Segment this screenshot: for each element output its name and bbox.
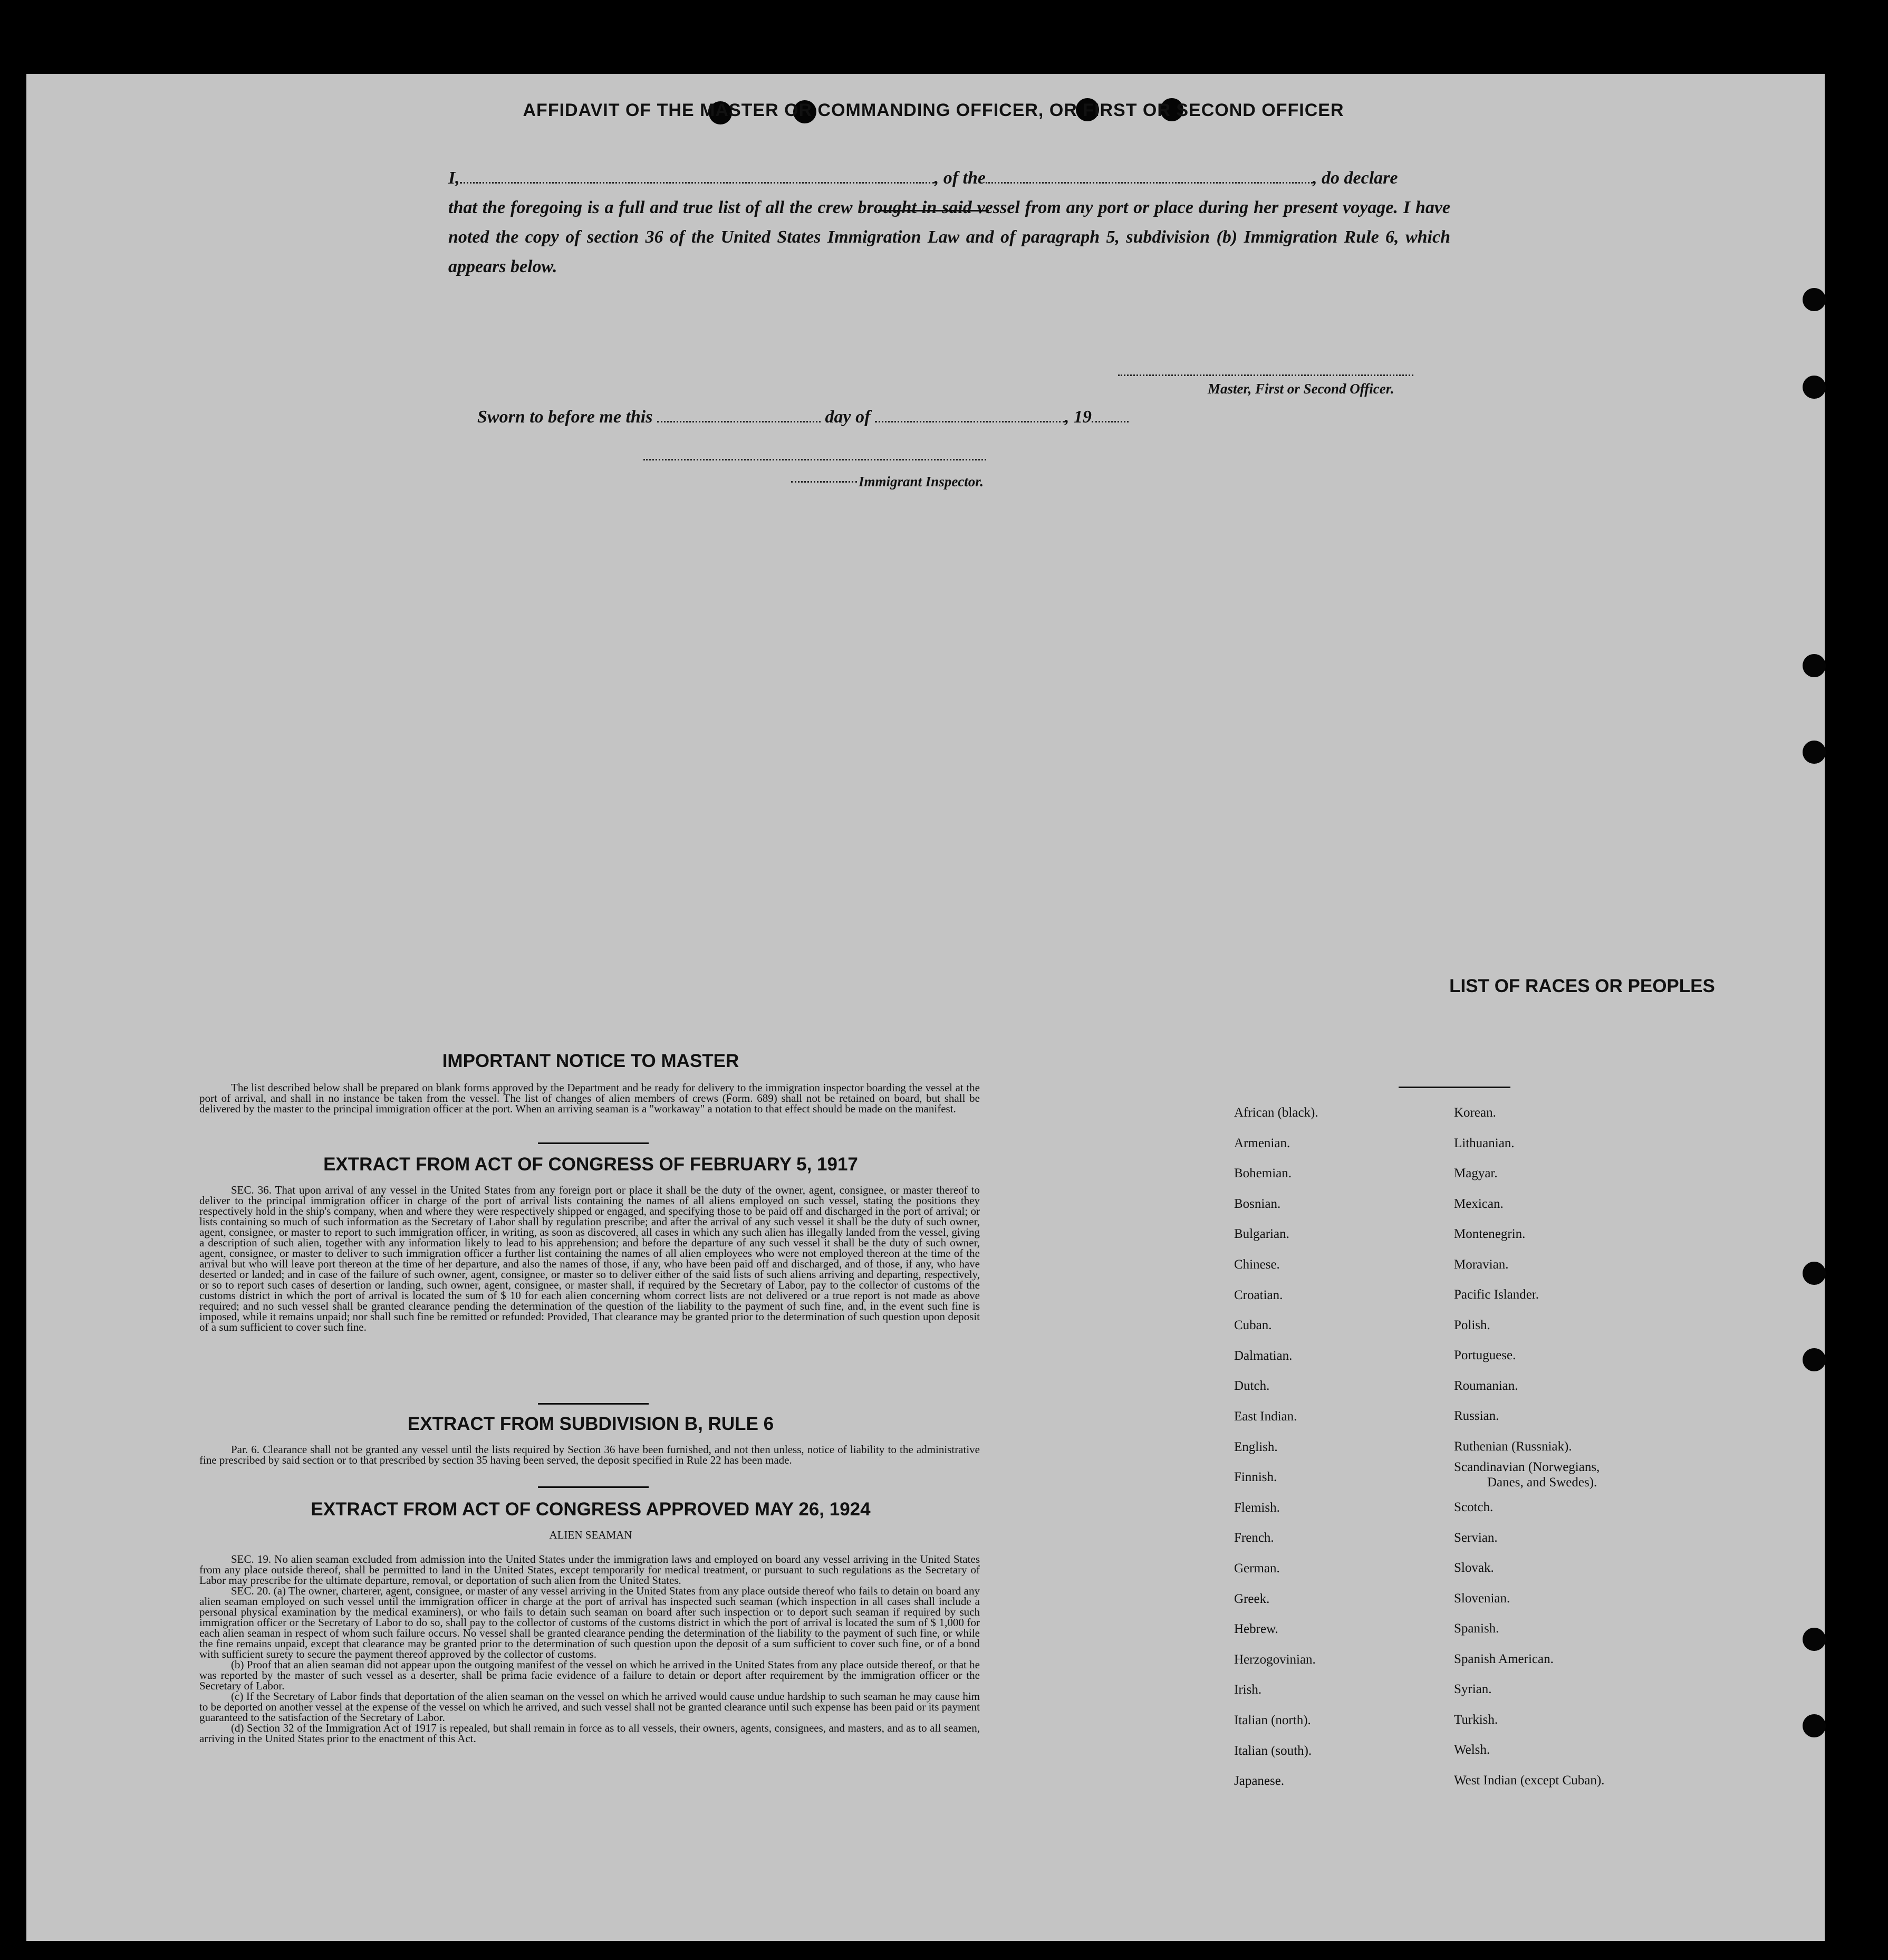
race-item: Dalmatian. xyxy=(1234,1348,1293,1363)
punch-hole xyxy=(1803,376,1826,399)
sec-20b: (b) Proof that an alien seaman did not appear upon the outgoing manifest of the vessel on which he arrived in the United States from any place outside thereof, or that he was reported by the master of such vessel as a deserter, shall be prima facie evidence of a failure to detain or deport after requirement by the immigration officer or the Secretary of Labor. xyxy=(199,1658,980,1692)
punch-hole xyxy=(1803,288,1826,311)
race-item: Moravian. xyxy=(1454,1257,1509,1272)
divider xyxy=(538,1142,649,1144)
divider xyxy=(1399,1087,1510,1088)
race-item: Hebrew. xyxy=(1234,1622,1278,1637)
race-item: Spanish American. xyxy=(1454,1652,1554,1666)
race-item: Bohemian. xyxy=(1234,1166,1292,1181)
race-item: Dutch. xyxy=(1234,1379,1270,1394)
race-item: Russian. xyxy=(1454,1409,1499,1423)
sec-20d: (d) Section 32 of the Immigration Act of 1917 is repealed, but shall remain in force as to all vessels, their owners, agents, consignees, and masters, and as to all seamen, arriving in the United States prior to the enactment of this Act. xyxy=(199,1722,980,1745)
race-item: Bosnian. xyxy=(1234,1196,1281,1211)
race-item: East Indian. xyxy=(1234,1409,1297,1424)
race-item: Cuban. xyxy=(1234,1318,1272,1333)
race-item: African (black). xyxy=(1234,1106,1318,1120)
inspector-signature-line[interactable] xyxy=(643,459,986,460)
race-item: Irish. xyxy=(1234,1683,1262,1697)
race-item: Ruthenian (Russniak). xyxy=(1454,1439,1572,1454)
alien-seaman-subtitle: ALIEN SEAMAN xyxy=(549,1529,632,1541)
extract-1917-title: EXTRACT FROM ACT OF CONGRESS OF FEBRUARY 5, 1917 xyxy=(323,1154,858,1175)
race-item: Pacific Islander. xyxy=(1454,1288,1539,1302)
race-item: Armenian. xyxy=(1234,1136,1290,1150)
race-item: Scotch. xyxy=(1454,1500,1494,1514)
race-item: Bulgarian. xyxy=(1234,1227,1289,1242)
day-of-label: day of xyxy=(825,407,871,427)
punch-hole xyxy=(1803,654,1826,677)
master-signature-label: Master, First or Second Officer. xyxy=(1208,381,1394,397)
notice-title: IMPORTANT NOTICE TO MASTER xyxy=(442,1051,739,1071)
race-item: Slovak. xyxy=(1454,1561,1494,1575)
of-the-label: , of the xyxy=(934,168,986,188)
divider xyxy=(538,1486,649,1488)
punch-hole xyxy=(1803,741,1826,764)
sec-20c: (c) If the Secretary of Labor finds that deportation of the alien seaman on the vessel on which he arrived would cause undue hardship to such seaman he may cause him to be deported on another vessel at the expense of the vessel on which he arrived, and such vessel shall not be granted clearance until such expense has been paid or its payment guaranteed to the satisfaction of the Secretary of Labor. xyxy=(199,1690,980,1724)
race-item: Slovenian. xyxy=(1454,1591,1510,1606)
race-item: Flemish. xyxy=(1234,1500,1280,1515)
race-item: French. xyxy=(1234,1531,1274,1545)
race-item: Syrian. xyxy=(1454,1682,1492,1696)
race-item: Chinese. xyxy=(1234,1257,1280,1272)
race-item: Finnish. xyxy=(1234,1470,1277,1485)
name-field[interactable] xyxy=(460,166,935,184)
declarant-line xyxy=(448,164,1450,193)
affidavit-text: that the foregoing is a full and true list of all the crew brought in said vessel from any port or place during her present voyage. I have noted the copy of section 36 of the United States Immigration Law and of paragraph 5, subdivision (b) Immigration Rule 6, which appears below. xyxy=(448,198,1450,276)
race-item: West Indian (except Cuban). xyxy=(1454,1773,1605,1788)
sec-19: SEC. 19. No alien seaman excluded from admission into the United States under the immigration laws and employed on board any vessel arriving in the United States from any place outside thereof, shall be permitted to land in the United States, except temporarily for medical treatment, or pursuant to such regulations as the Secretary of Labor may prescribe for the ultimate departure, removal, or deportation of such alien from the United States. xyxy=(199,1553,980,1587)
extract-rule6-text: Par. 6. Clearance shall not be granted any vessel until the lists required by Section 36 have been furnished, and not then unless, notice of liability to the administrative fine prescribed by said section or to that prescribed by section 35 having been served, the deposit specified in Rule 22 has been made. xyxy=(199,1443,980,1466)
race-item: Croatian. xyxy=(1234,1288,1283,1302)
race-item: Portuguese. xyxy=(1454,1348,1516,1362)
year-label: , 19 xyxy=(1064,407,1092,427)
punch-hole xyxy=(1803,1714,1826,1737)
race-item: Italian (north). xyxy=(1234,1713,1311,1727)
race-item: Greek. xyxy=(1234,1591,1270,1606)
race-item: Polish. xyxy=(1454,1318,1490,1332)
race-item: Welsh. xyxy=(1454,1743,1490,1757)
i-label: I, xyxy=(448,168,460,188)
notice-text: The list described below shall be prepared on blank forms approved by the Department and be ready for delivery to the immigration inspector boarding the vessel at the port of arrival, and shall in no instance be taken from the vessel. The list of changes of alien members of crews (Form. 689) shall not be retained on board, but shall be delivered by the master to the principal immigration officer at the port. When an arriving seaman is a "workaway" a notation to that effect should be made on the manifest. xyxy=(199,1081,980,1115)
race-item: German. xyxy=(1234,1561,1280,1575)
extract-1917-text: SEC. 36. That upon arrival of any vessel in the United States from any foreign port or place it shall be the duty of the owner, agent, consignee, or master thereof to deliver to the principal immigration officer in charge of the port of arrival lists containing the names of all aliens employed on such vessel, stating the positions they respectively hold in the ship's company, when and where they were respectively shipped or engaged, and specifying those to be paid off and discharged in the port of arrival; or lists containing so much of such information as the Secretary of Labor shall by regulation prescribe; and after the arrival of any such vessel it shall be the duty of such owner, agent, consignee, or master to report to such immigration officer, in writing, as soon as discovered, all cases in which any such alien has illegally landed from the vessel, giving a description of such alien, together with any information likely to lead to his apprehension; and before the departure of any such vessel it shall be the duty of such owner, agent, consignee, or master to deliver to such immigration officer a further list containing the names of all alien employees who were not employed thereon at the time of the arrival but who will leave port thereon at the time of her departure, and also the names of those, if any, who have been paid off and discharged, and of those, if any, who have deserted or landed; and in case of the failure of such owner, agent, consignee, or master so to deliver either of the said lists of such aliens arriving and departing, respectively, or so to report such cases of desertion or landing, such owner, agent, consignee, or master shall, if required by the Secretary of Labor, pay to the collector of customs of the customs district in which the port of arrival is located the sum of $ 10 for each alien concerning whom correct lists are not delivered or a true report is not made as above required; and no such vessel shall be granted clearance pending the determination of the question of the liability to the payment of such fine, and, in the event such fine is imposed, while it remains unpaid; nor shall such fine be remitted or refunded: Provided, That clearance may be granted prior to the determination of such question upon deposit of a sum sufficient to cover such fine. xyxy=(199,1184,980,1333)
inspector-signature-dots[interactable] xyxy=(791,481,857,483)
month-field[interactable] xyxy=(875,405,1065,422)
inspector-label: Immigrant Inspector. xyxy=(859,474,984,489)
sec-20a: SEC. 20. (a) The owner, charterer, agent, consignee, or master of any vessel arriving in the United States from any place outside thereof who fails to detain on board any alien seaman employed on such vessel until the immigration officer in charge at the port of arrival has inspected such seaman (which inspection in all cases shall include a personal physical examination by the medical examiners), or who fails to detain such seaman on board after such inspection or to deport such seaman if required by such immigration officer or the Secretary of Labor to do so, shall pay to the collector of customs of the customs district in which the port of arrival is located the sum of $ 1,000 for each alien seaman in respect of whom such failure occurs. No vessel shall be granted clearance pending the determination of the liability to the payment of such fine, or while the fine remains unpaid, except that clearance may be granted prior to the determination of such question upon the deposit of a sum sufficient to cover such fine, or of a bond with sufficient surety to secure the payment thereof approved by the collector of customs. xyxy=(199,1584,980,1660)
sworn-line xyxy=(477,405,1129,427)
race-item: Roumanian. xyxy=(1454,1379,1518,1393)
race-item: Mexican. xyxy=(1454,1197,1504,1211)
do-declare-label: , do declare xyxy=(1313,168,1398,188)
race-item: Scandinavian (Norwegians, xyxy=(1454,1460,1600,1474)
extract-1924-text xyxy=(199,1554,980,1744)
race-item: Magyar. xyxy=(1454,1166,1498,1180)
vessel-field[interactable] xyxy=(986,166,1313,184)
year-field[interactable] xyxy=(1092,405,1129,422)
race-item: Japanese. xyxy=(1234,1774,1285,1789)
day-field[interactable] xyxy=(657,405,821,422)
master-signature-line[interactable] xyxy=(1118,374,1413,376)
race-item: English. xyxy=(1234,1439,1278,1454)
race-item: Herzogovinian. xyxy=(1234,1652,1316,1667)
race-item: Servian. xyxy=(1454,1531,1498,1545)
affidavit-body xyxy=(448,164,1450,282)
race-item: Korean. xyxy=(1454,1106,1496,1120)
extract-1924-title: EXTRACT FROM ACT OF CONGRESS APPROVED MAY 26, 1924 xyxy=(311,1499,871,1520)
races-title: LIST OF RACES OR PEOPLES xyxy=(1449,976,1715,996)
race-item: Lithuanian. xyxy=(1454,1136,1515,1150)
extract-rule6-title: EXTRACT FROM SUBDIVISION B, RULE 6 xyxy=(407,1414,774,1434)
punch-hole xyxy=(1803,1348,1826,1371)
punch-hole xyxy=(1803,1262,1826,1285)
divider xyxy=(538,1403,649,1405)
race-item: Montenegrin. xyxy=(1454,1227,1526,1241)
race-item: Italian (south). xyxy=(1234,1743,1312,1758)
affidavit-title: AFFIDAVIT OF THE MASTER OR COMMANDING OFFICER, OR FIRST OR SECOND OFFICER xyxy=(523,100,1344,120)
race-item: Danes, and Swedes). xyxy=(1487,1475,1597,1490)
race-item: Spanish. xyxy=(1454,1621,1499,1636)
sworn-label: Sworn to before me this xyxy=(477,407,653,427)
race-item: Turkish. xyxy=(1454,1713,1498,1727)
punch-hole xyxy=(1803,1628,1826,1651)
